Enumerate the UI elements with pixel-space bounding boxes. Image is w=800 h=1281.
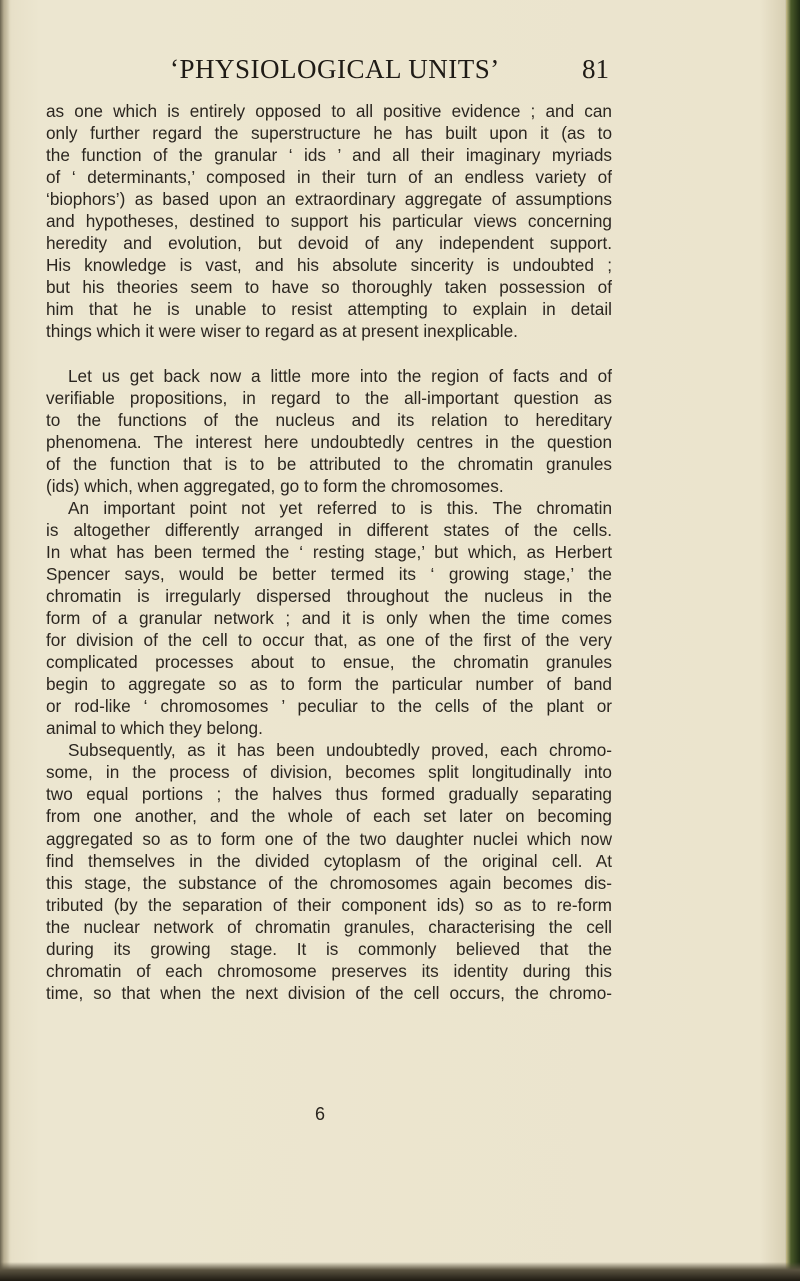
text-line: An important point not yet referred to is this. The chromatin <box>68 497 612 518</box>
text-line: Subsequently, as it has been undoubtedly proved, each chromo- <box>68 740 612 761</box>
text-line: time, so that when the next division of the cell occurs, the chromo- <box>46 982 612 1003</box>
text-line: find themselves in the divided cytoplasm of the original cell. At <box>46 850 612 871</box>
text-line: things which it were wiser to regard as at present inexplicable. <box>46 321 518 342</box>
text-line: him that he is unable to resist attempting to explain in detail <box>46 299 612 320</box>
text-line: the nuclear network of chromatin granules, characterising the cell <box>46 916 612 937</box>
text-line: is altogether differently arranged in different states of the cells. <box>46 519 612 540</box>
paragraph-gap <box>46 343 612 365</box>
text-line: heredity and evolution, but devoid of any independent support. <box>46 233 612 254</box>
text-line: for division of the cell to occur that, as one of the first of the very <box>46 630 612 651</box>
text-line: ‘biophors’) as based upon an extraordinary aggregate of assumptions <box>46 189 612 210</box>
text-line: aggregated so as to form one of the two daughter nuclei which now <box>46 828 612 849</box>
text-line: verifiable propositions, in regard to the all-important question as <box>46 387 612 408</box>
text-line: Let us get back now a little more into the region of facts and of <box>68 365 612 386</box>
text-line: (ids) which, when aggregated, go to form the chromosomes. <box>46 475 504 496</box>
text-line: to the functions of the nucleus and its relation to hereditary <box>46 409 612 430</box>
running-title: ‘PHYSIOLOGICAL UNITS’ <box>170 54 500 84</box>
text-line: during its growing stage. It is commonly believed that the <box>46 938 612 959</box>
text-line: from one another, and the whole of each set later on becoming <box>46 806 612 827</box>
text-line: only further regard the superstructure he has built upon it (as to <box>46 123 612 144</box>
paragraph <box>46 100 612 343</box>
text-line: chromatin of each chromosome preserves its identity during this <box>46 960 612 981</box>
text-line: begin to aggregate so as to form the particular number of band <box>46 674 612 695</box>
text-line: His knowledge is vast, and his absolute sincerity is undoubted ; <box>46 255 612 276</box>
text-line: animal to which they belong. <box>46 718 263 739</box>
signature-mark: 6 <box>315 1104 326 1124</box>
text-line: and hypotheses, destined to support his particular views concerning <box>46 211 612 232</box>
page-edge-right <box>786 0 800 1281</box>
text-line: In what has been termed the ‘ resting stage,’ but which, as Herbert <box>46 541 612 562</box>
text-line: the function of the granular ‘ ids ’ and all their imaginary myriads <box>46 145 612 166</box>
page-number: 81 <box>582 54 609 84</box>
gutter-shadow <box>0 0 10 1281</box>
paragraph <box>46 365 612 497</box>
page-edge-bottom <box>0 1262 800 1281</box>
text-line: but his theories seem to have so thoroughly taken possession of <box>46 277 612 298</box>
paragraph <box>46 497 612 740</box>
text-line: tributed (by the separation of their component ids) so as to re-form <box>46 894 612 915</box>
text-line: form of a granular network ; and it is only when the time comes <box>46 608 612 629</box>
text-line: phenomena. The interest here undoubtedly centres in the question <box>46 431 612 452</box>
text-line: of ‘ determinants,’ composed in their turn of an endless variety of <box>46 167 612 188</box>
text-line: of the function that is to be attributed to the chromatin granules <box>46 453 612 474</box>
paragraph <box>46 739 612 1004</box>
body-text <box>46 100 612 1004</box>
text-line: chromatin is irregularly dispersed throughout the nucleus in the <box>46 585 612 606</box>
text-line: two equal portions ; the halves thus formed gradually separating <box>46 784 612 805</box>
text-line: Spencer says, would be better termed its ‘ growing stage,’ the <box>46 563 612 584</box>
text-line: as one which is entirely opposed to all positive evidence ; and can <box>46 101 612 121</box>
running-head <box>0 50 800 90</box>
text-line: some, in the process of division, becomes split longitudinally into <box>46 762 612 783</box>
text-line: or rod-like ‘ chromosomes ’ peculiar to the cells of the plant or <box>46 696 612 717</box>
text-line: this stage, the substance of the chromosomes again becomes dis- <box>46 872 612 893</box>
text-line: complicated processes about to ensue, the chromatin granules <box>46 652 612 673</box>
